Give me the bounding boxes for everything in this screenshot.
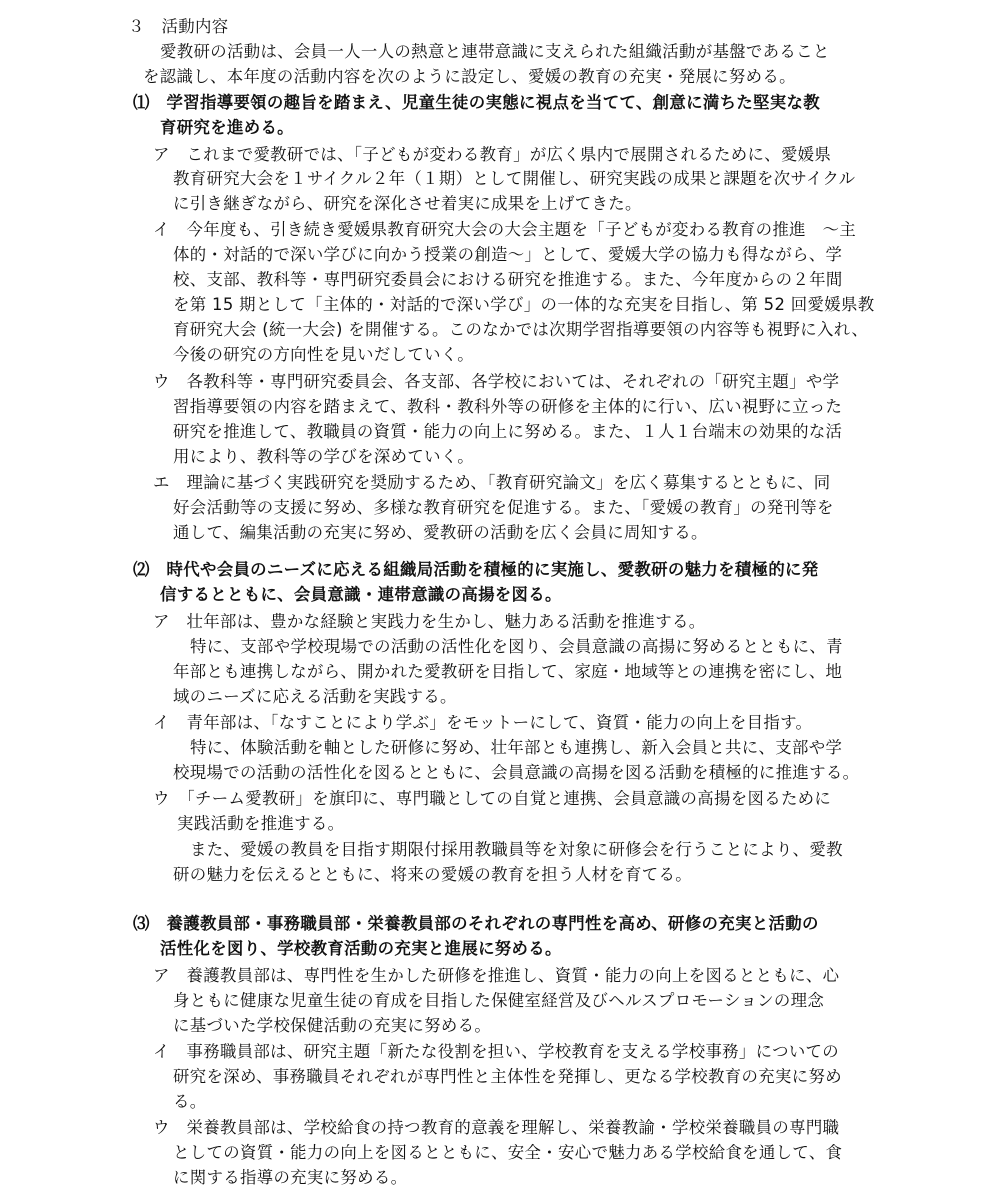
item-heading-line: 活性化を図り、学校教育活動の充実と進展に努める。 [160,939,562,958]
sub-item-line: また、愛媛の教員を目指す期限付採用教職員等を対象に研修会を行うことにより、愛教 [190,840,843,859]
item-heading-line: 育研究を進める。 [160,118,294,137]
sub-item-line: 研究を深め、事務職員それぞれが専門性と主体性を発揮し、更なる学校教育の充実に努め [173,1067,842,1086]
sub-item-line: としての資質・能力の向上を図るとともに、安全・安心で魅力ある学校給食を通して、食 [173,1143,843,1162]
sub-item-line: ア これまで愛教研では、「子どもが変わる教育」が広く県内で展開されるために、愛媛県 [153,145,832,164]
sub-item-line: に関する指導の充実に努める。 [173,1168,408,1187]
sub-item-line: 今後の研究の方向性を見いだしていく。 [173,345,475,364]
sub-item-line: 体的・対話的で深い学びに向かう授業の創造〜」として、愛媛大学の協力も得ながら、学 [173,245,843,264]
intro-line: を認識し、本年度の活動内容を次のように設定し、愛媛の教育の充実・発展に努める。 [143,67,796,86]
sub-item-line: 研究を推進して、教職員の資質・能力の向上に努める。また、１人１台端末の効果的な活 [173,422,843,441]
sub-item-line: 特に、体験活動を軸とした研修に努め、壮年部とも連携し、新入会員と共に、支部や学 [190,738,843,757]
item-heading-line: 信するとともに、会員意識・連帯意識の高揚を図る。 [160,585,562,604]
sub-item-line: エ 理論に基づく実践研究を奨励するため、「教育研究論文」を広く募集するとともに、同 [153,473,831,492]
sub-item-line: ウ 「チーム愛教研」を旗印に、専門職としての自覚と連携、会員意識の高揚を図るために [153,789,832,808]
sub-item-line: に引き継ぎながら、研究を深化させ着実に成果を上げてきた。 [173,194,642,213]
sub-item-line: イ 青年部は、「なすことにより学ぶ」をモットーにして、資質・能力の向上を目指す。 [153,713,813,732]
sub-item-line: 好会活動等の支援に努め、多様な教育研究を促進する。また、「愛媛の教育」の発刊等を [173,498,834,517]
sub-item-line: ウ 栄養教員部は、学校給食の持つ教育的意義を理解し、栄養教諭・学校栄養職員の専門職 [153,1118,840,1137]
sub-item-line: 校、支部、教科等・専門研究委員会における研究を推進する。また、今年度からの２年間 [173,270,843,289]
sub-item-line: 育研究大会 (統一大会) を開催する。このなかでは次期学習指導要領の内容等も視野に入れ、 [173,320,869,339]
sub-item-line: を第 15 期として「主体的・対話的で深い学び」の一体的な充実を目指し、第 52 回愛媛県教 [173,295,875,314]
sub-item-line: 特に、支部や学校現場での活動の活性化を図り、会員意識の高揚に努めるとともに、青 [190,637,843,656]
sub-item-line: イ 今年度も、引き続き愛媛県教育研究大会の大会主題を「子どもが変わる教育の推進 〜主 [153,220,857,239]
sub-item-line: 年部とも連携しながら、開かれた愛教研を目指して、家庭・地域等との連携を密にし、地 [173,662,843,681]
sub-item-line: 身ともに健康な児童生徒の育成を目指した保健室経営及びヘルスプロモーションの理念 [173,991,825,1010]
sub-item-line: イ 事務職員部は、研究主題「新たな役割を担い、学校教育を支える学校事務」についての [153,1042,840,1061]
sub-item-line: に基づいた学校保健活動の充実に努める。 [173,1016,492,1035]
intro-line: 愛教研の活動は、会員一人一人の熱意と連帯意識に支えられた組織活動が基盤であること [160,42,830,61]
sub-item-line: 習指導要領の内容を踏まえて、教科・教科外等の研修を主体的に行い、広い視野に立った [173,397,843,416]
sub-item-line: ア 壮年部は、豊かな経験と実践力を生かし、魅力ある活動を推進する。 [153,612,706,631]
sub-item-line: る。 [173,1092,207,1111]
item-heading-line: ⑵ 時代や会員のニーズに応える組織局活動を積極的に実施し、愛教研の魅力を積極的に発 [133,560,819,579]
sub-item-line: ア 養護教員部は、専門性を生かした研修を推進し、資質・能力の向上を図るとともに、心 [153,966,840,985]
sub-item-line: 校現場での活動の活性化を図るとともに、会員意識の高揚を図る活動を積極的に推進する。 [173,763,860,782]
sub-item-line: 研の魅力を伝えるとともに、将来の愛媛の教育を担う人材を育てる。 [173,865,692,884]
sub-item-line: 用により、教科等の学びを深めていく。 [173,447,475,466]
item-heading-line: ⑴ 学習指導要領の趣旨を踏まえ、児童生徒の実態に視点を当てて、創意に満ちた堅実な教 [133,93,821,112]
item-heading-line: ⑶ 養護教員部・事務職員部・栄養教員部のそれぞれの専門性を高め、研修の充実と活動の [133,914,819,933]
sub-item-line: 教育研究大会を１サイクル２年（１期）として開催し、研究実践の成果と課題を次サイクル [173,169,856,188]
sub-item-line: ウ 各教科等・専門研究委員会、各支部、各学校においては、それぞれの「研究主題」や学 [153,372,840,391]
section-heading: ３ 活動内容 [128,17,229,36]
sub-item-line: 実践活動を推進する。 [177,814,345,833]
sub-item-line: 域のニーズに応える活動を実践する。 [173,687,457,706]
sub-item-line: 通して、編集活動の充実に努め、愛教研の活動を広く会員に周知する。 [173,523,708,542]
